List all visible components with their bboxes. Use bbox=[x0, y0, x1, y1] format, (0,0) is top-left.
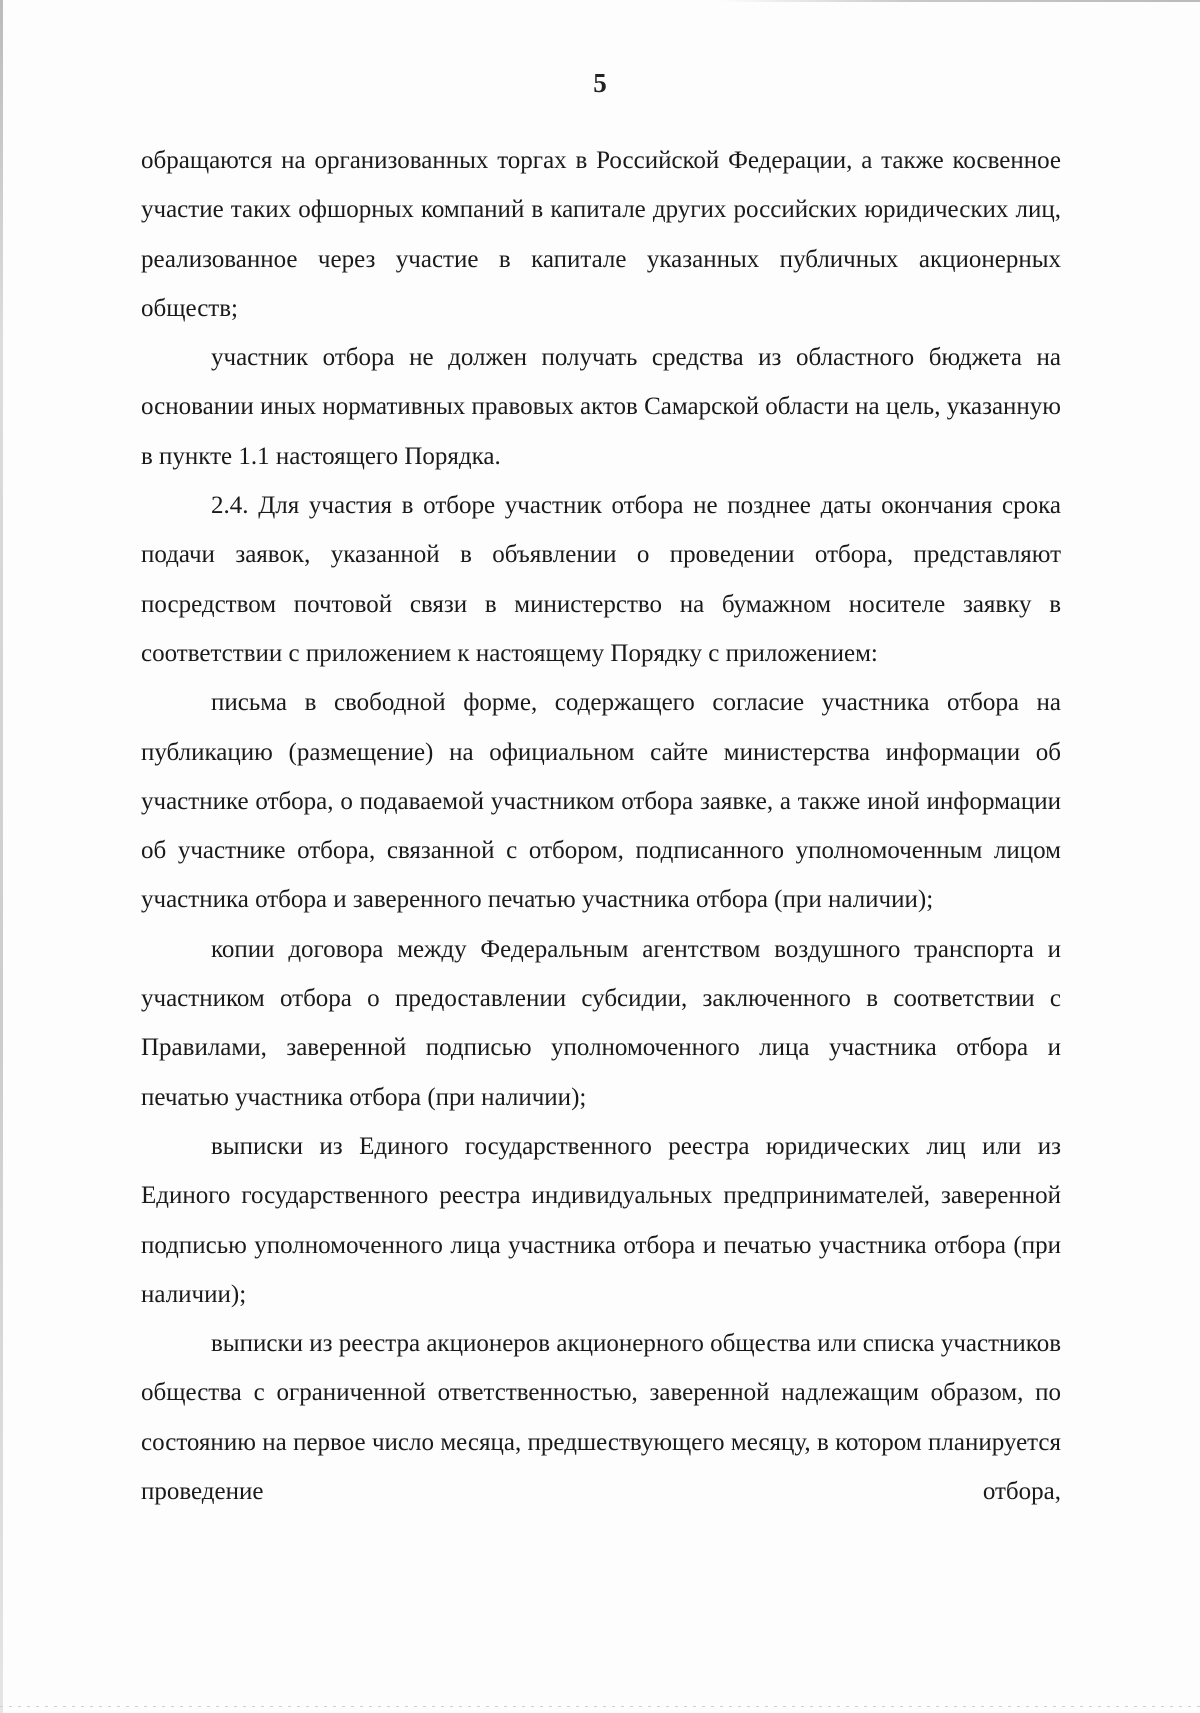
document-body bbox=[141, 136, 1061, 1516]
page-number: 5 bbox=[593, 68, 607, 98]
paragraph-registry-extract: выписки из Единого государственного реестра юридических лиц или из Единого государственного реестра индивидуальных предпринимателей, заверенной подписью уполномоченного лица участника отбора и печатью участника отбора (при наличии); bbox=[141, 1132, 1061, 1308]
paragraph-consent-letter: письма в свободной форме, содержащего согласие участника отбора на публикацию (размещение) на официальном сайте министерства информации об участнике отбора, о подаваемой участником отбора заявке, а также иной информации об участнике отбора, связанной с отбором, подписанного уполномоченным лицом участника отбора и заверенного печатью участника отбора (при наличии); bbox=[141, 689, 1061, 914]
scan-edge-left bbox=[0, 0, 3, 1713]
paragraph-contract-copy: копии договора между Федеральным агентством воздушного транспорта и участником отбора о предоставлении субсидии, заключенного в соответствии с Правилами, заверенной подписью уполномоченного лица участника отбора и печатью участника отбора (при наличии); bbox=[141, 935, 1061, 1111]
scan-edge-top bbox=[720, 0, 1200, 2]
scan-edge-bottom bbox=[0, 1706, 1200, 1707]
paragraph-section-2-4: 2.4. Для участия в отборе участник отбора не позднее даты окончания срока подачи заявок, указанной в объявлении о проведении отбора, представляют посредством почтовой связи в министерство на бумажном носителе заявку в соответствии с приложением к настоящему Порядку с приложением: bbox=[141, 492, 1061, 667]
paragraph-shareholder-extract: выписки из реестра акционеров акционерного общества или списка участников общества с ограниченной ответственностью, заверенной надлежащим образом, по состоянию на первое число месяца, предшествующего месяцу, в котором планируется проведение отбора, bbox=[141, 1330, 1061, 1506]
paragraph-budget-restriction: участник отбора не должен получать средства из областного бюджета на основании иных нормативных правовых актов Самарской области на цель, указанную в пункте 1.1 настоящего Порядка. bbox=[141, 344, 1061, 470]
paragraph-continuation: обращаются на организованных торгах в Российской Федерации, а также косвенное участие таких офшорных компаний в капитале других российских юридических лиц, реализованное через участие в капитале указанных публичных акционерных обществ; bbox=[141, 147, 1061, 322]
